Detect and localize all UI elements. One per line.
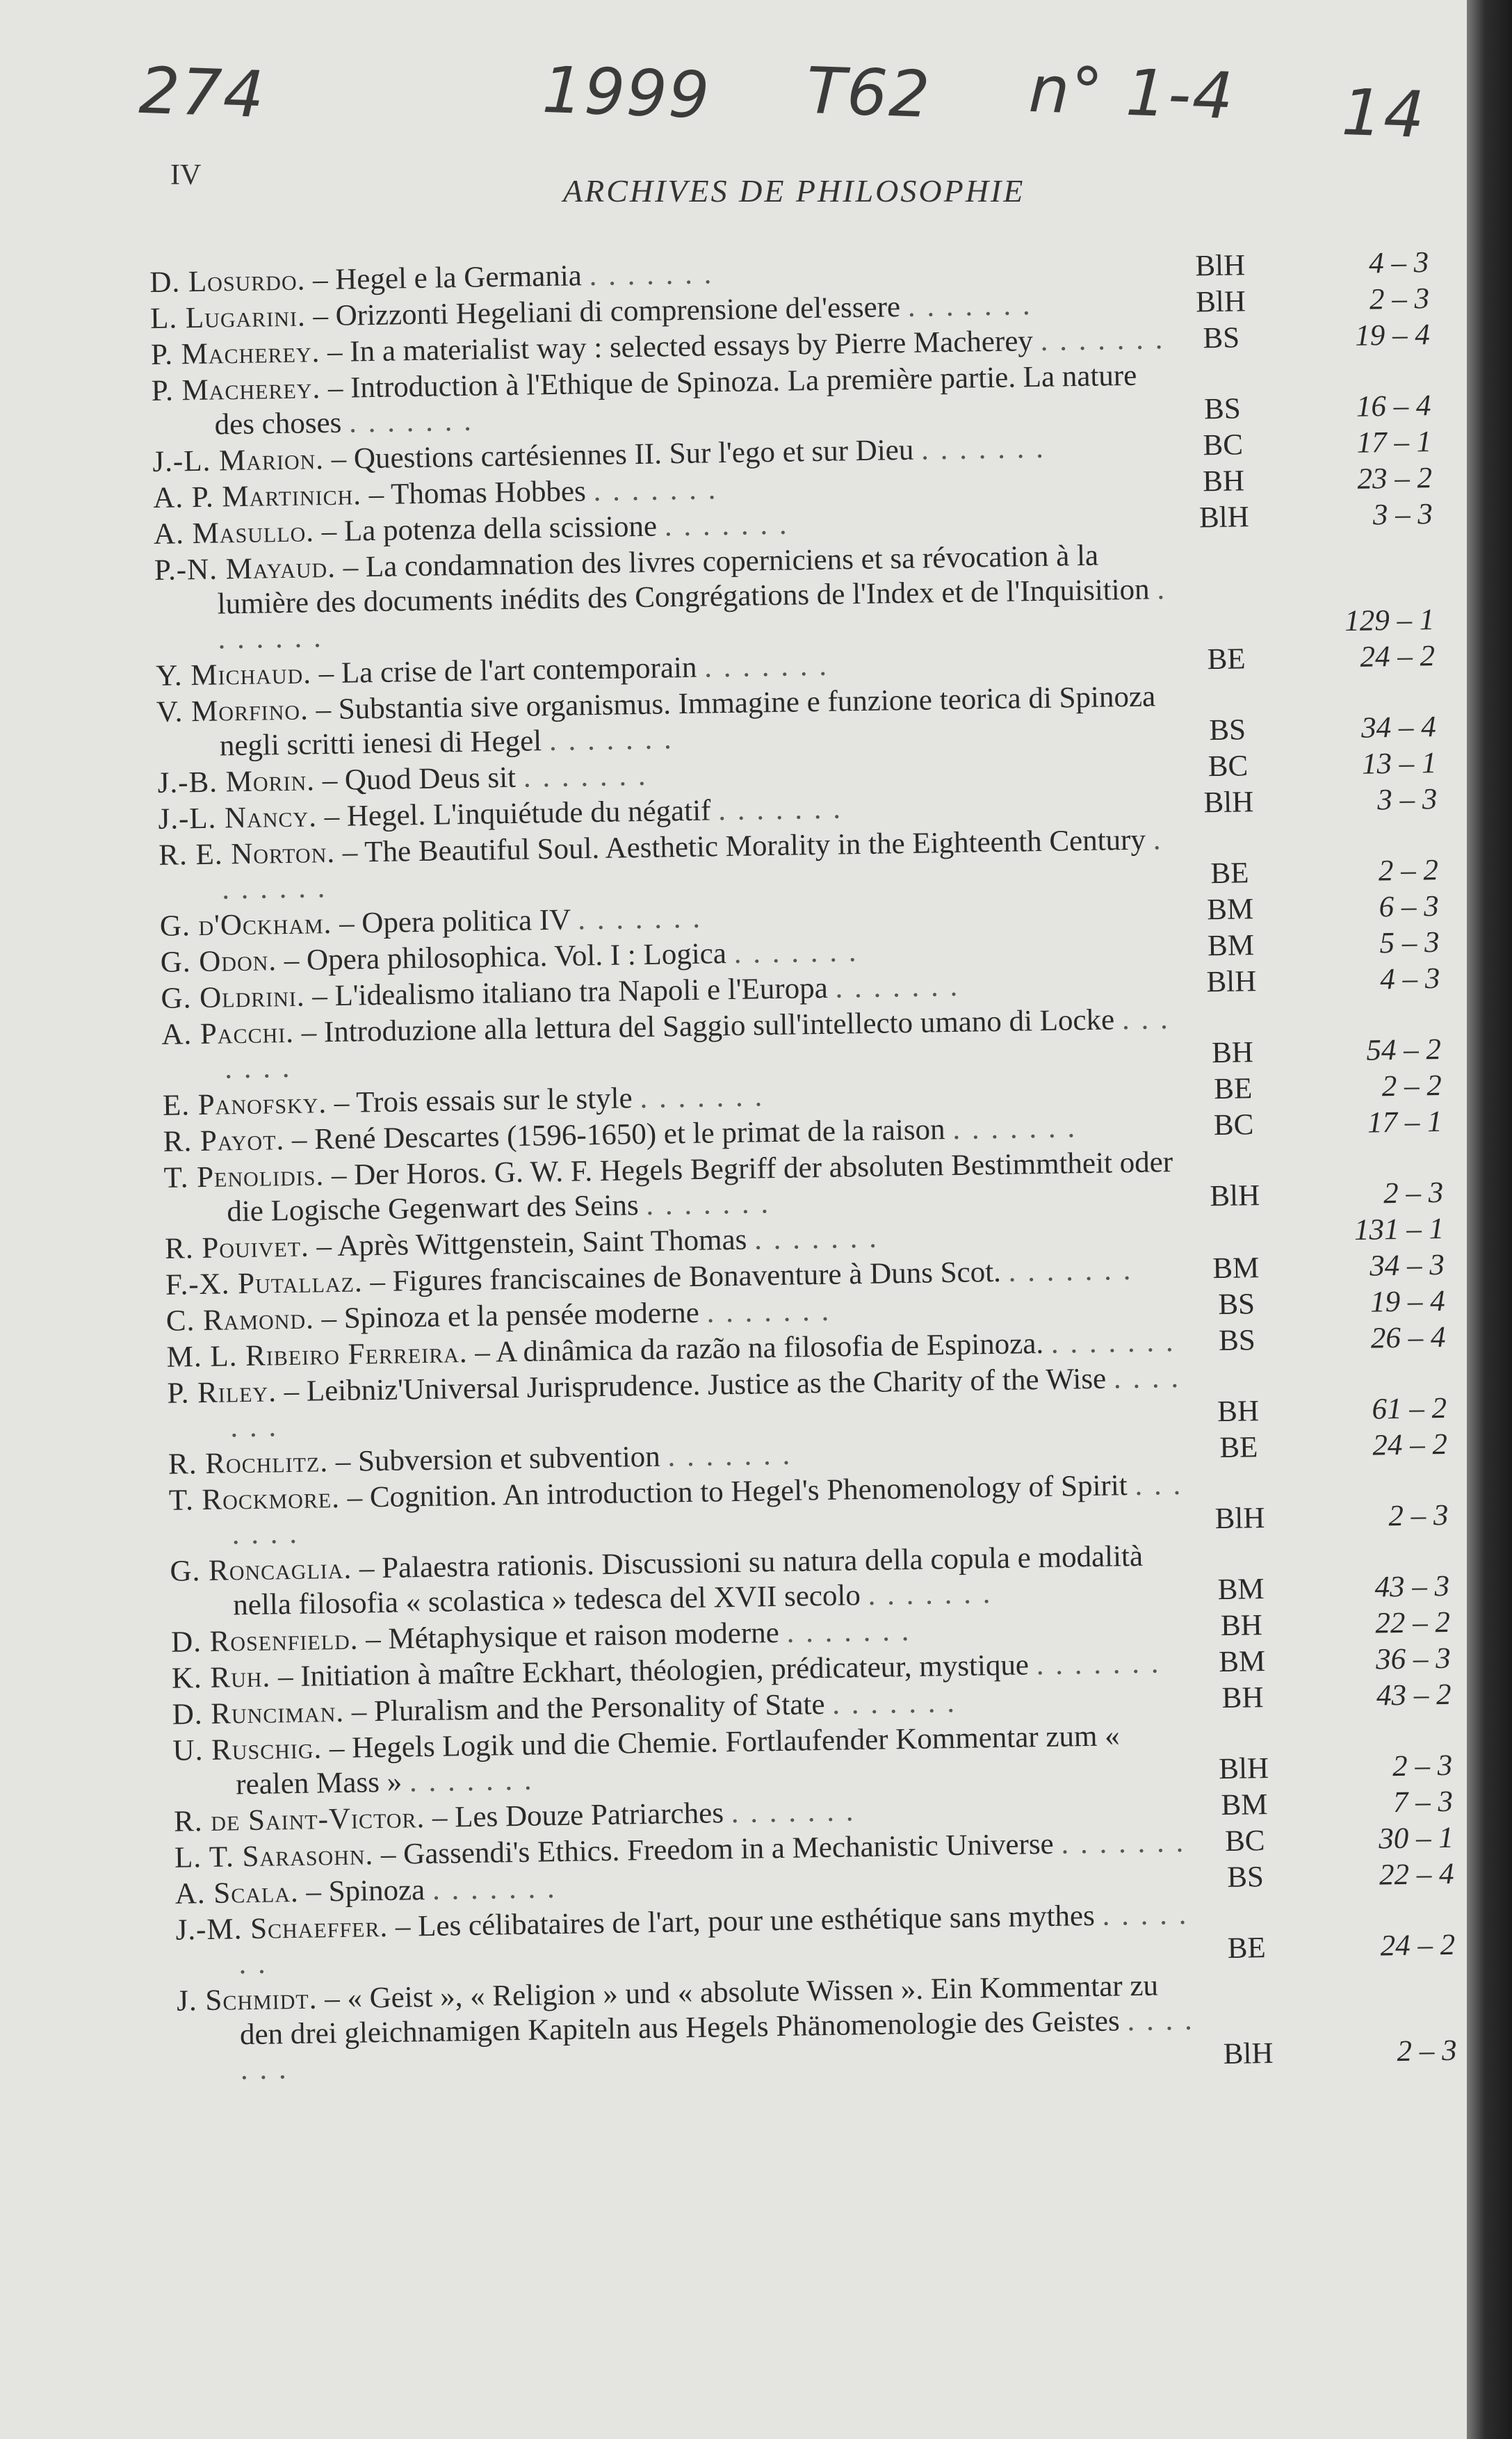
entry-author: R. Rochlitz. bbox=[168, 1445, 329, 1481]
entry-code: BS bbox=[1209, 713, 1246, 747]
entry-title: – Introduzione alla lettura del Saggio sull'intellecto umano di Locke bbox=[293, 1003, 1123, 1049]
entry-author: K. Ruh. bbox=[171, 1660, 271, 1695]
entry-title: – Hegel. L'inquiétude du négatif bbox=[316, 794, 719, 834]
entry-author: G. d'Ockham. bbox=[159, 907, 332, 943]
entry-reference: 2 – 3 bbox=[1388, 1498, 1449, 1533]
leader-dots: . . . . . . . bbox=[952, 1111, 1078, 1146]
entry-code: BE bbox=[1213, 1072, 1253, 1106]
entry-code: BS bbox=[1217, 1288, 1255, 1322]
entry-reference: 24 – 2 bbox=[1380, 1928, 1456, 1963]
entry-code: BlH bbox=[1223, 2036, 1274, 2071]
entry-author: F.-X. Putallaz. bbox=[165, 1265, 364, 1302]
entry-code: BE bbox=[1207, 642, 1246, 676]
entry-reference: 43 – 2 bbox=[1376, 1678, 1452, 1712]
entry-reference: 13 – 1 bbox=[1361, 747, 1437, 781]
entry-reference: 2 – 3 bbox=[1383, 1176, 1444, 1210]
entry-title: – Métaphysique et raison moderne bbox=[358, 1616, 787, 1656]
entry-title: – Pluralism and the Personality of State bbox=[343, 1687, 833, 1728]
entry-reference: 4 – 3 bbox=[1368, 246, 1429, 280]
entry-code: BS bbox=[1203, 392, 1242, 426]
entry-code: BH bbox=[1220, 1609, 1263, 1643]
entry-text bbox=[154, 537, 1178, 658]
entry-code: BS bbox=[1218, 1324, 1256, 1358]
entry-author: G. Odon. bbox=[160, 944, 277, 979]
entry-title: – Opera politica IV bbox=[331, 903, 578, 940]
entry-title: – Palaestra rationis. Discussioni su natura della copula e modalità nella filosofia « scolastica » tedesca del XVII secolo bbox=[232, 1539, 1144, 1622]
entry-title: – Introduction à l'Ethique de Spinoza. La première partie. La nature des choses bbox=[214, 359, 1137, 441]
entry-reference: 19 – 4 bbox=[1354, 318, 1431, 353]
entry-author: T. Rockmore. bbox=[168, 1481, 341, 1517]
leader-dots: . . . . . . . bbox=[868, 1577, 993, 1612]
entry-author: J.-L. Nancy. bbox=[158, 800, 318, 836]
leader-dots: . . . . . . . bbox=[831, 1686, 957, 1721]
leader-dots: . . . . . . . bbox=[667, 1438, 792, 1473]
leader-dots: . . . . . . . bbox=[754, 1221, 879, 1256]
entry-author: U. Ruschig. bbox=[172, 1732, 323, 1767]
entry-author: P.-N. Mayaud. bbox=[154, 551, 336, 587]
entry-code: BlH bbox=[1195, 285, 1246, 319]
index-entries bbox=[149, 245, 1464, 2090]
leader-dots: . . . . . . . bbox=[640, 1080, 765, 1115]
entry-title: – Hegels Logik und die Chemie. Fortlaufender Kommentar zum « realen Mass » bbox=[235, 1719, 1121, 1801]
leader-dots: . . . . . . . bbox=[432, 1872, 558, 1906]
entry-title: – Hegel e la Germania bbox=[304, 259, 590, 297]
entry-reference: 129 – 1 bbox=[1344, 603, 1435, 638]
entry-title: – Quod Deus sit bbox=[314, 761, 524, 797]
entry-code: BM bbox=[1217, 1573, 1265, 1607]
entry-code: BH bbox=[1211, 1036, 1254, 1070]
entry-code: BC bbox=[1213, 1108, 1254, 1142]
entry-code: BlH bbox=[1214, 1502, 1265, 1536]
entry-reference: 16 – 4 bbox=[1356, 389, 1431, 423]
entry-code: BM bbox=[1218, 1645, 1266, 1679]
entry-code: BH bbox=[1221, 1681, 1264, 1715]
entry-reference: 131 – 1 bbox=[1354, 1212, 1445, 1247]
entry-reference: 24 – 2 bbox=[1360, 640, 1436, 674]
leader-dots: . . . . . . . bbox=[589, 257, 714, 293]
leader-dots: . . . . . . . bbox=[523, 759, 648, 794]
entry-author: J.-B. Morin. bbox=[157, 764, 316, 800]
entry-title: – Subversion et subvention bbox=[327, 1440, 668, 1479]
entry-author: A. Pacchi. bbox=[161, 1016, 295, 1051]
entry-reference: 4 – 3 bbox=[1379, 962, 1440, 996]
entry-author: C. Ramond. bbox=[165, 1302, 315, 1338]
entry-author: A. Scala. bbox=[174, 1875, 300, 1911]
entry-code: BlH bbox=[1210, 1179, 1260, 1213]
entry-code: BE bbox=[1219, 1431, 1258, 1465]
entry-reference: 2 – 3 bbox=[1392, 1749, 1453, 1783]
leader-dots: . . . . . . . bbox=[1036, 1646, 1161, 1682]
entry-author: D. Losurdo. bbox=[149, 264, 306, 299]
index-entry bbox=[177, 1964, 1464, 2089]
entry-author: J.-L. Marion. bbox=[152, 443, 325, 478]
leader-dots: . . . . . . . bbox=[706, 1294, 831, 1329]
entry-title: – Les célibataires de l'art, pour une esthétique sans mythes bbox=[387, 1899, 1103, 1943]
entry-reference: 3 – 3 bbox=[1372, 498, 1433, 532]
entry-author: D. Runciman. bbox=[172, 1695, 345, 1731]
entry-title: – Orizzonti Hegeliani di comprensione del'essere bbox=[305, 290, 909, 333]
entry-code: BC bbox=[1203, 428, 1244, 462]
entry-title: – « Geist », « Religion » und « absolute Wissen ». Ein Kommentar zu den drei gleichnamigen Kapiteln aus Hegels Phänomenologie des Geistes bbox=[239, 1969, 1159, 2052]
entry-code: BlH bbox=[1206, 965, 1257, 999]
entry-reference: 24 – 2 bbox=[1372, 1427, 1448, 1462]
entry-code: BM bbox=[1212, 1251, 1260, 1286]
entry-author: P. Riley. bbox=[167, 1375, 277, 1410]
entry-code: BH bbox=[1202, 464, 1245, 499]
entry-author: L. T. Sarasohn. bbox=[174, 1838, 374, 1874]
entry-reference: 61 – 2 bbox=[1372, 1391, 1447, 1426]
entry-reference: 43 – 3 bbox=[1374, 1569, 1450, 1604]
entry-title: – La crise de l'art contemporain bbox=[311, 651, 705, 690]
leader-dots: . . . . . . . bbox=[1061, 1825, 1186, 1861]
entry-author: A. P. Martinich. bbox=[152, 478, 362, 514]
leader-dots: . . . . . . . bbox=[231, 1468, 1183, 1551]
entry-author: P. Macherey. bbox=[151, 372, 321, 407]
handwritten-call-number: 274 bbox=[138, 53, 267, 133]
entry-reference: 54 – 2 bbox=[1366, 1032, 1442, 1067]
entry-code: BS bbox=[1203, 321, 1240, 355]
entry-reference: 34 – 4 bbox=[1360, 711, 1437, 745]
entry-title: – L'idealismo italiano tra Napoli e l'Europa bbox=[304, 971, 836, 1013]
entry-title: – Figures franciscaines de Bonaventure à Duns Scot. bbox=[362, 1255, 1009, 1299]
entry-code: BE bbox=[1227, 1931, 1267, 1965]
entry-reference: 5 – 3 bbox=[1379, 925, 1440, 960]
entry-author: P. Macherey. bbox=[150, 336, 320, 371]
entry-title: – Der Horos. G. W. F. Hegels Begriff der absoluten Bestimmtheit oder die Logische Gegenwart des Seins bbox=[227, 1146, 1173, 1229]
entry-reference: 6 – 3 bbox=[1379, 889, 1440, 924]
entry-title: – Thomas Hobbes bbox=[361, 475, 594, 512]
entry-code: BM bbox=[1206, 893, 1254, 927]
entry-title: – Questions cartésiennes II. Sur l'ego et sur Dieu bbox=[323, 433, 922, 476]
entry-reference: 3 – 3 bbox=[1376, 783, 1438, 817]
handwritten-extra: 14 bbox=[1340, 74, 1427, 153]
leader-dots: . . . . . . . bbox=[920, 431, 1046, 467]
entry-title: – Substantia sive organismus. Immagine e funzione teorica di Spinoza negli scritti ienesi di Hegel bbox=[219, 680, 1156, 763]
leader-dots: . . . . . . . bbox=[593, 473, 718, 508]
leader-dots: . . . . . . . bbox=[733, 935, 859, 970]
entry-title: – Spinoza et la pensée moderne bbox=[314, 1296, 707, 1336]
entry-code: BM bbox=[1221, 1788, 1268, 1822]
entry-reference: 19 – 4 bbox=[1369, 1284, 1445, 1319]
entry-reference: 2 – 2 bbox=[1381, 1069, 1442, 1103]
entry-title: – Cognition. An introduction to Hegel's Phenomenology of Spirit bbox=[339, 1468, 1135, 1514]
entry-title: – Initiation à maître Eckhart, théologien, prédicateur, mystique bbox=[270, 1648, 1037, 1694]
entry-reference: 26 – 4 bbox=[1370, 1320, 1446, 1355]
leader-dots: . . . . . . . bbox=[218, 573, 1167, 656]
leader-dots: . . . . . . . bbox=[645, 1187, 771, 1222]
leader-dots: . . . . . . . bbox=[221, 823, 1163, 906]
entry-reference: 23 – 2 bbox=[1357, 462, 1433, 496]
entry-author: G. Oldrini. bbox=[161, 980, 305, 1015]
leader-dots: . . . . . . . bbox=[704, 649, 829, 684]
entry-author: M. L. Ribeiro Ferreira. bbox=[166, 1336, 468, 1374]
leader-dots: . . . . . . . bbox=[409, 1763, 534, 1799]
leader-dots: . . . . . . . bbox=[548, 722, 674, 758]
leader-dots: . . . . . . . bbox=[229, 1361, 1181, 1444]
leader-dots: . . . . . . . bbox=[907, 289, 1032, 323]
entry-reference: 7 – 3 bbox=[1392, 1785, 1454, 1820]
running-head: ARCHIVES DE PHILOSOPHIE bbox=[563, 173, 1025, 209]
entry-code: BlH bbox=[1203, 786, 1254, 820]
leader-dots: . . . . . . . bbox=[731, 1794, 856, 1830]
entry-author: G. Roncaglia. bbox=[170, 1552, 352, 1588]
entry-reference: 30 – 1 bbox=[1378, 1821, 1454, 1856]
page-number: IV bbox=[170, 159, 202, 191]
entry-reference: 17 – 1 bbox=[1367, 1105, 1442, 1140]
leader-dots: . . . . . . . bbox=[835, 969, 960, 1005]
index-entry bbox=[154, 533, 1442, 658]
leader-dots: . . . . . . . bbox=[664, 508, 789, 543]
entry-title: – Gassendi's Ethics. Freedom in a Mechanistic Universe bbox=[373, 1827, 1062, 1872]
entry-author: R. Payot. bbox=[163, 1124, 285, 1158]
entry-title: – La potenza della scissione bbox=[314, 510, 665, 549]
entry-text bbox=[177, 1968, 1200, 2089]
entry-code: BC bbox=[1224, 1824, 1265, 1858]
entry-title: – Opera philosophica. Vol. I : Logica bbox=[276, 937, 734, 978]
entry-title: – Leibniz'Universal Jurisprudence. Justice as the Charity of the Wise bbox=[276, 1362, 1114, 1409]
leader-dots: . . . . . . . bbox=[1050, 1325, 1176, 1360]
leader-dots: . . . . . . . bbox=[786, 1614, 911, 1649]
leader-dots: . . . . . . . bbox=[348, 404, 474, 439]
entry-code: BlH bbox=[1198, 501, 1250, 535]
entry-reference: 34 – 3 bbox=[1369, 1248, 1445, 1283]
entry-author: R. Pouivet. bbox=[164, 1230, 310, 1265]
entry-author: A. Masullo. bbox=[153, 515, 315, 551]
leader-dots: . . . . . . . bbox=[1008, 1253, 1133, 1288]
entry-reference: 22 – 4 bbox=[1379, 1857, 1454, 1892]
entry-title: – In a materialist way : selected essays by Pierre Macherey bbox=[319, 324, 1041, 369]
handwritten-year: 1999 bbox=[541, 52, 712, 133]
handwritten-volume: T62 bbox=[805, 53, 933, 133]
leader-dots: . . . . . . . bbox=[717, 792, 843, 827]
entry-title: – The Beautiful Soul. Aesthetic Morality in the Eighteenth Century bbox=[334, 823, 1154, 869]
leader-dots: . . . . . . . bbox=[1040, 323, 1165, 357]
entry-code: BH bbox=[1217, 1395, 1260, 1429]
entry-reference: 2 – 3 bbox=[1369, 282, 1430, 316]
entry-author: J. Schmidt. bbox=[176, 1982, 318, 2018]
entry-title: – Les Douze Patriarches bbox=[424, 1797, 732, 1835]
leader-dots: . . . . . . . bbox=[577, 901, 703, 937]
entry-code: BC bbox=[1208, 749, 1249, 784]
entry-code: BE bbox=[1210, 857, 1249, 891]
entry-reference: 17 – 1 bbox=[1356, 426, 1432, 460]
entry-title: – Trois essais sur le style bbox=[326, 1082, 640, 1120]
entry-reference: 2 – 3 bbox=[1397, 2034, 1457, 2068]
entry-code: BlH bbox=[1218, 1751, 1269, 1786]
entry-title: – A dinâmica da razão na filosofia de Espinoza. bbox=[467, 1327, 1052, 1370]
entry-title: – Spinoza bbox=[298, 1873, 433, 1909]
entry-code: BM bbox=[1207, 929, 1255, 963]
entry-author: L. Lugarini. bbox=[149, 300, 306, 335]
entry-author: D. Rosenfield. bbox=[170, 1623, 359, 1659]
leader-dots: . . . . . . . bbox=[224, 1003, 1170, 1085]
entry-author: R. de Saint-Victor. bbox=[173, 1801, 425, 1838]
leader-dots: . . . . . . . bbox=[238, 1897, 1189, 1981]
entry-reference: 36 – 3 bbox=[1375, 1642, 1452, 1676]
entry-title: – La condamnation des livres coperniciens et sa révocation à la lumière des documents inédits des Congrégations de l'Index et de l'Inquisition bbox=[217, 539, 1157, 621]
entry-title: – René Descartes (1596-1650) et le primat de la raison bbox=[284, 1113, 953, 1157]
entry-author: T. Penolidis. bbox=[163, 1159, 325, 1194]
handwritten-issue: n° 1-4 bbox=[1027, 51, 1236, 134]
leader-dots: . . . . . . . bbox=[240, 2003, 1194, 2086]
entry-code: BlH bbox=[1194, 249, 1246, 283]
entry-code: BS bbox=[1226, 1861, 1265, 1894]
entry-author: E. Panofsky. bbox=[162, 1087, 327, 1122]
book-spine-shadow bbox=[1467, 0, 1512, 2439]
entry-title: – Après Wittgenstein, Saint Thomas bbox=[309, 1223, 755, 1263]
entry-author: J.-M. Schaeffer. bbox=[175, 1910, 389, 1947]
entry-author: Y. Michaud. bbox=[155, 657, 312, 692]
entry-author: V. Morfino. bbox=[156, 693, 309, 729]
entry-author: R. E. Norton. bbox=[158, 836, 336, 872]
entry-reference: 22 – 2 bbox=[1375, 1605, 1451, 1640]
entry-reference: 2 – 2 bbox=[1378, 853, 1439, 888]
